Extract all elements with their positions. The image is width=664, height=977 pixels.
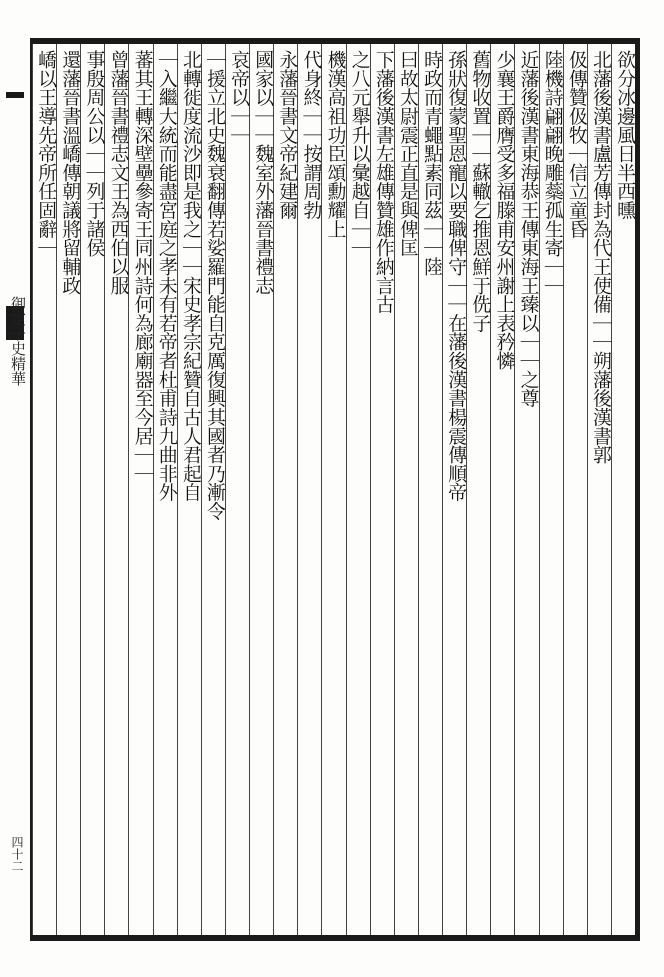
text-column bbox=[539, 44, 563, 935]
text-column bbox=[80, 44, 104, 935]
text-column bbox=[514, 44, 538, 935]
margin-mark bbox=[6, 92, 24, 98]
column-text: 之八元舉升以彙越自｜｜ bbox=[348, 50, 370, 257]
column-text: 曾藩晉書禮志文王為西伯以服 bbox=[107, 50, 129, 295]
text-column bbox=[153, 44, 177, 935]
column-text: 近藩後漢書東海恭王傳東海王臻以｜｜之尊 bbox=[517, 50, 539, 408]
text-column bbox=[490, 44, 514, 935]
margin-strip bbox=[0, 44, 32, 935]
column-text: 時政而青蠅點素同茲｜｜陸 bbox=[421, 50, 443, 276]
text-column bbox=[225, 44, 249, 935]
column-text: 機漢高祖功臣頌勳耀上 bbox=[324, 50, 346, 239]
column-text: 伋傳贊伋牧｜信立童昏 bbox=[565, 50, 587, 239]
text-column bbox=[32, 44, 56, 935]
text-column bbox=[297, 44, 321, 935]
column-text: ｜入繼大統而能盡宮庭之孝未有若帝者杜甫詩九曲非外 bbox=[155, 50, 177, 502]
margin-book-title: 御定子史精華 bbox=[9, 296, 27, 386]
column-text: 蕃其王轉深壁壘參寄王同州詩何為廊廟器至今居｜｜ bbox=[131, 50, 153, 483]
column-text: ｜援立北史魏衰翻傳若娑羅門能自克厲復興其國者乃漸令 bbox=[203, 50, 225, 521]
column-text: 舊物收置｜｜蘇轍乞推恩鮮于侁子 bbox=[469, 50, 491, 333]
text-column bbox=[201, 44, 225, 935]
text-column bbox=[273, 44, 297, 935]
column-text: 事殷周公以｜｜列于諸侯 bbox=[83, 50, 105, 257]
text-column bbox=[346, 44, 370, 935]
text-column bbox=[128, 44, 152, 935]
text-column bbox=[611, 44, 635, 935]
column-text: 北藩後漢書盧芳傳封為代王使備｜｜朔藩後漢書郭 bbox=[589, 50, 611, 464]
column-text: 陸機詩翩翩晚雕蘂孤生寄｜｜ bbox=[541, 50, 563, 295]
column-text: 下藩後漢書左雄傳贊雄作納言古 bbox=[372, 50, 394, 314]
column-text: 嶠以王導先帝所任固辭｜ bbox=[35, 50, 57, 257]
text-column bbox=[442, 44, 466, 935]
column-text: 國家以｜｜魏室外藩晉書禮志 bbox=[252, 50, 274, 295]
text-column bbox=[587, 44, 611, 935]
column-text: 曰故太尉震正直是與俾匡 bbox=[396, 50, 418, 257]
margin-page-number: 四十二 bbox=[10, 836, 24, 872]
column-text: 永藩晉書文帝紀建爾 bbox=[276, 50, 298, 220]
text-column bbox=[418, 44, 442, 935]
text-column bbox=[563, 44, 587, 935]
column-text: 北轉徙度流沙即是我之｜｜宋史孝宗紀贊自古人君起自 bbox=[179, 50, 201, 502]
text-column bbox=[177, 44, 201, 935]
column-text: 欲分冰邊風日半西曛 bbox=[614, 50, 635, 220]
text-column bbox=[56, 44, 80, 935]
text-column bbox=[321, 44, 345, 935]
column-text: 代身終｜｜按謂周勃 bbox=[300, 50, 322, 220]
text-column bbox=[370, 44, 394, 935]
text-column bbox=[466, 44, 490, 935]
text-column bbox=[394, 44, 418, 935]
column-text: 孫狀復蒙聖恩寵以要職俾守｜｜在藩後漢書楊震傳順帝 bbox=[445, 50, 467, 502]
column-text: 還藩晉書溫嶠傳朝議將留輔政 bbox=[59, 50, 81, 295]
text-column bbox=[249, 44, 273, 935]
column-text: 哀帝以｜｜ bbox=[228, 50, 250, 145]
frame-bottom-border bbox=[30, 935, 640, 941]
column-text: 少襄王爵膺受多福滕甫安州謝上表矜憐 bbox=[493, 50, 515, 370]
text-column bbox=[104, 44, 128, 935]
text-columns bbox=[32, 44, 635, 935]
